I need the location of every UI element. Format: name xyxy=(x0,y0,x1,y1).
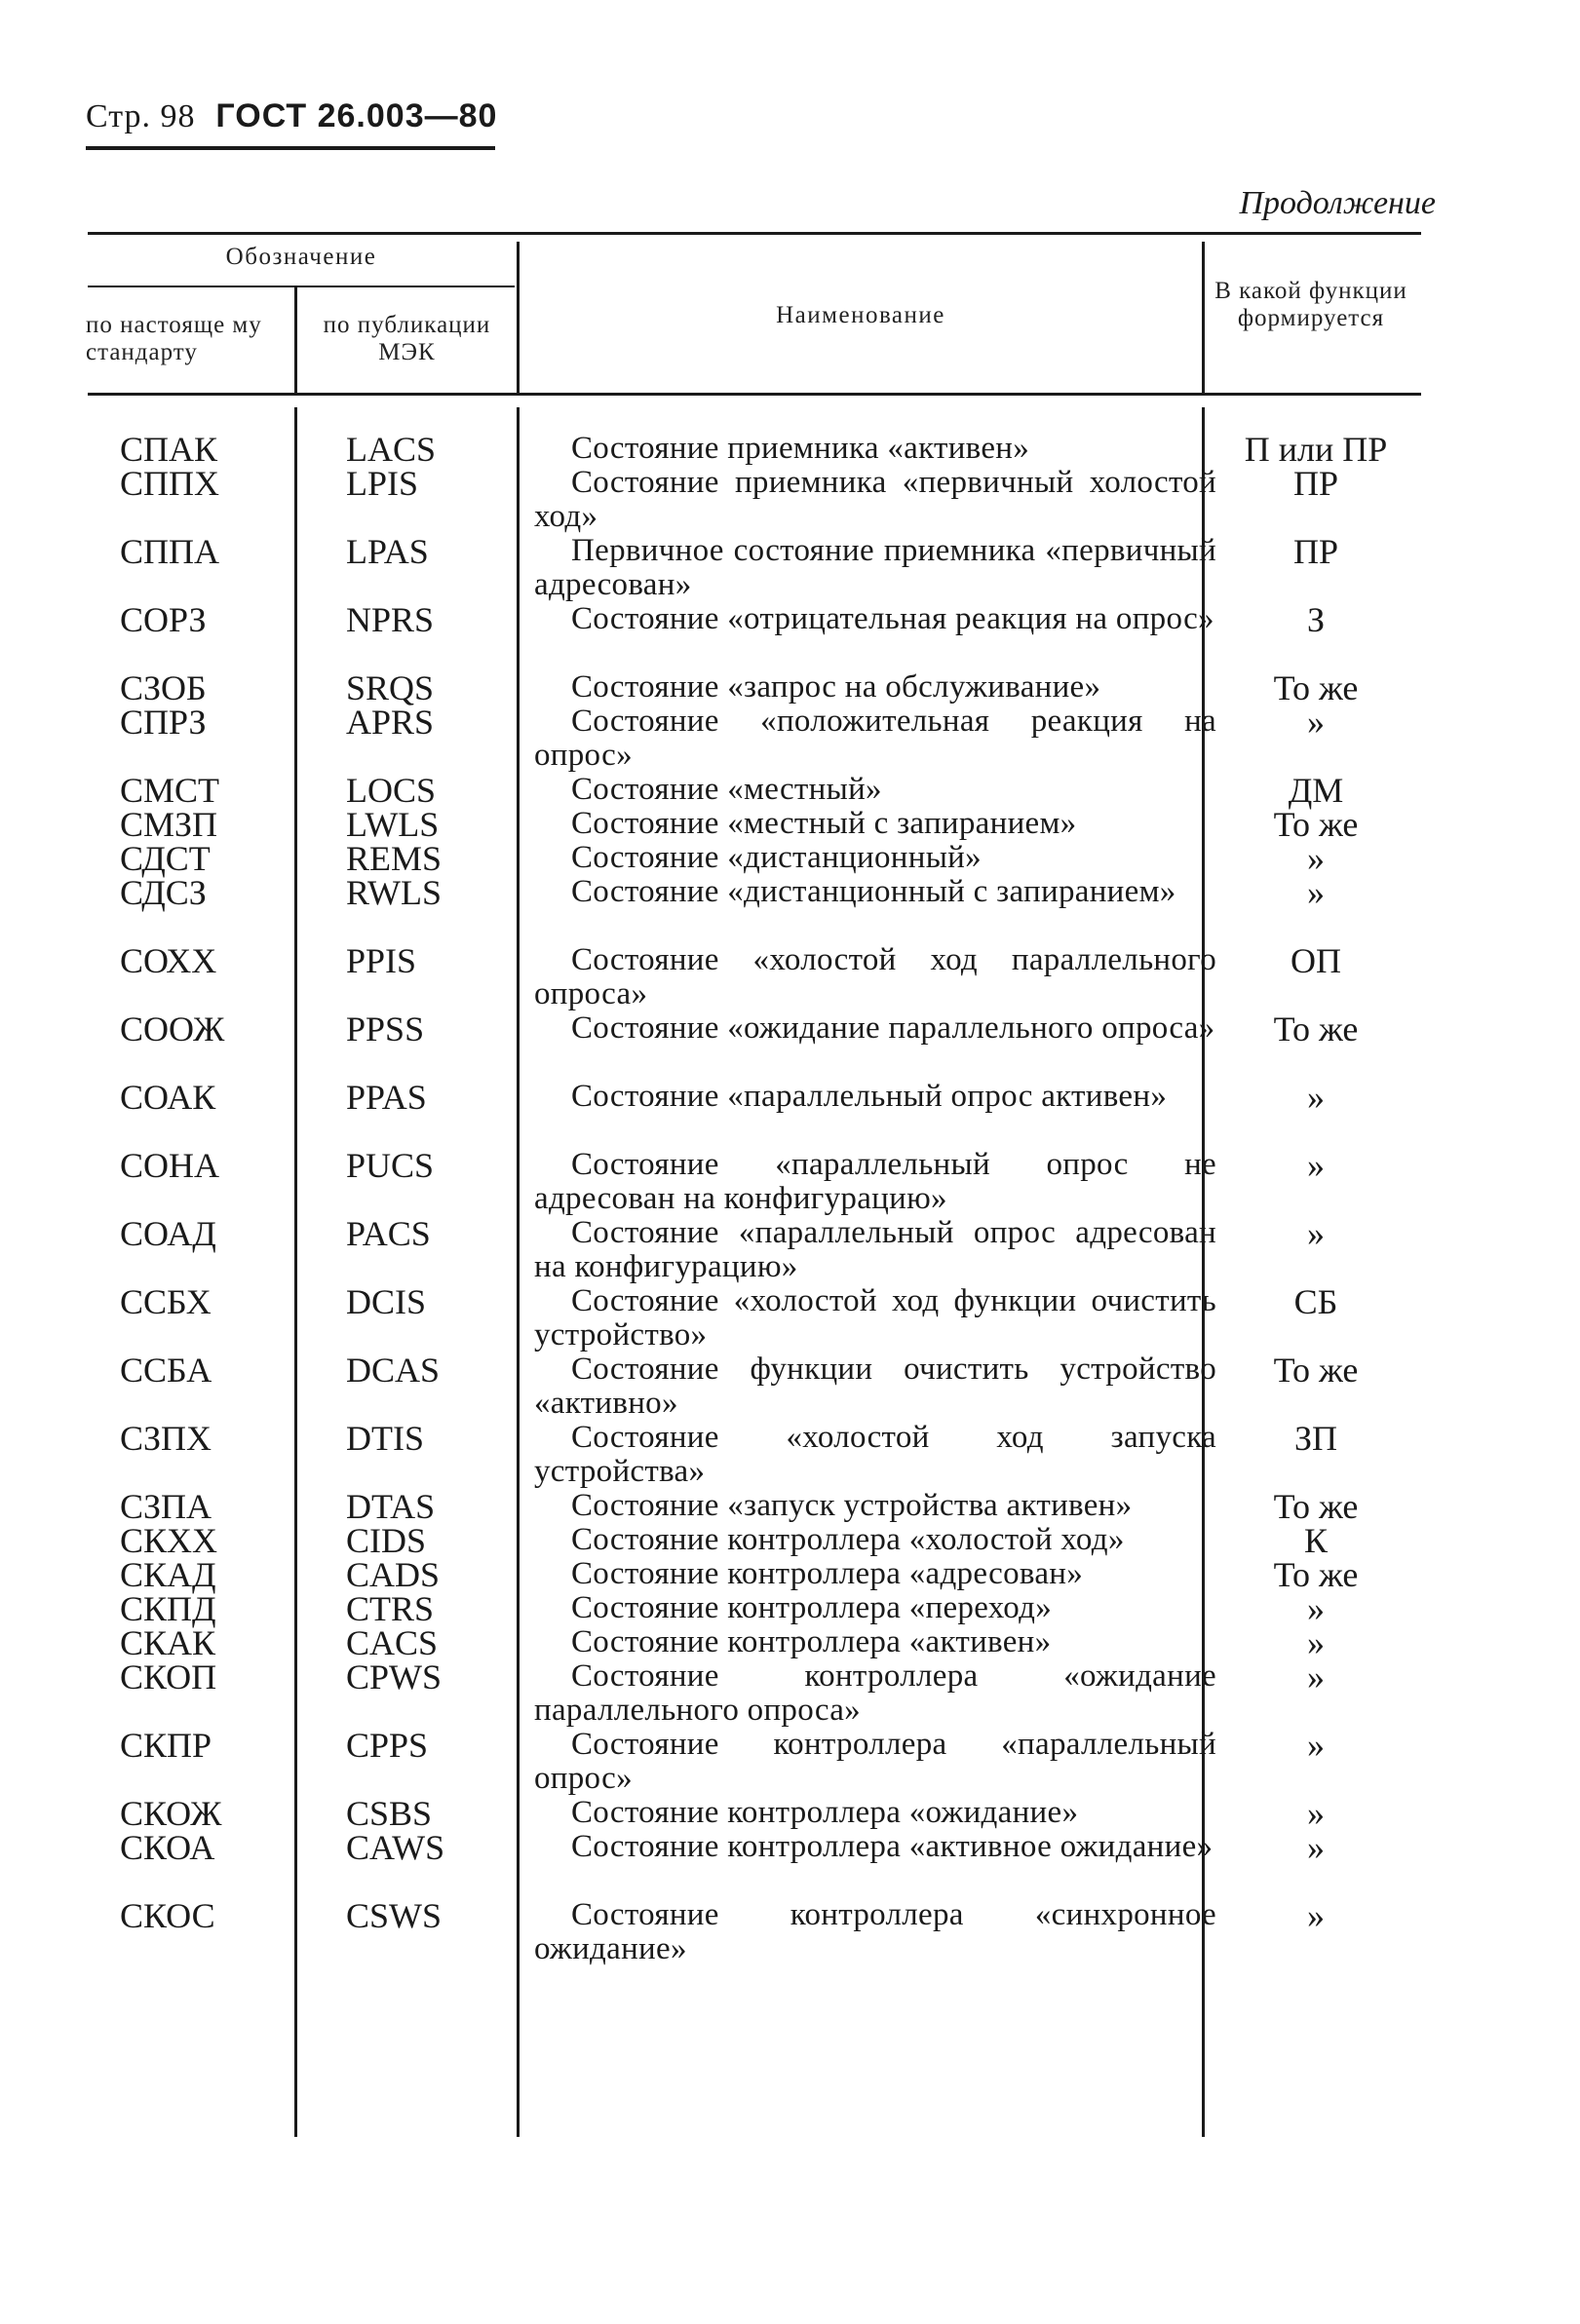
iec-cell: APRS xyxy=(346,703,435,742)
iec-cell: DTIS xyxy=(346,1419,424,1458)
code-cell: СКПД xyxy=(120,1589,216,1628)
code-cell: СКОА xyxy=(120,1828,215,1867)
name-cell: Состояние контроллера «холостой ход» xyxy=(571,1522,1125,1557)
name-cell: Состояние «запрос на обслуживание» xyxy=(571,669,1101,705)
code-cell: СОАК xyxy=(120,1078,216,1117)
code-cell: СКОП xyxy=(120,1657,217,1696)
header-underline xyxy=(86,146,495,150)
iec-cell: DTAS xyxy=(346,1487,436,1526)
code-cell: СМЗП xyxy=(120,805,218,844)
code-cell: СЗОБ xyxy=(120,668,207,707)
name-cell: Состояние контроллера «параллельный опрос» xyxy=(534,1727,1216,1796)
iec-cell: PPAS xyxy=(346,1078,427,1117)
code-cell: СКПР xyxy=(120,1726,212,1765)
function-cell: » xyxy=(1307,703,1325,742)
iec-cell: NPRS xyxy=(346,600,435,639)
code-cell: СППА xyxy=(120,532,220,571)
column-divider-2-body xyxy=(517,407,520,2137)
code-cell: СООЖ xyxy=(120,1010,225,1048)
name-cell: Состояние «запуск устройства активен» xyxy=(571,1488,1133,1523)
name-cell: Первичное состояние приемника «первичный адресован» xyxy=(534,533,1216,602)
code-cell: СЗПА xyxy=(120,1487,212,1526)
function-cell: » xyxy=(1307,1214,1325,1253)
code-cell: СППХ xyxy=(120,464,220,503)
header-designation: Обозначение xyxy=(225,244,377,270)
function-cell: » xyxy=(1307,1623,1325,1662)
designation-subrule xyxy=(88,286,515,287)
code-cell: СДСЗ xyxy=(120,873,207,912)
code-cell: СДСТ xyxy=(120,839,211,878)
column-divider-3 xyxy=(1202,242,1205,393)
name-cell: Состояние контроллера «активен» xyxy=(571,1624,1052,1659)
code-cell: СМСТ xyxy=(120,771,220,810)
name-cell: Состояние «холостой ход функции очистить устройство» xyxy=(534,1283,1216,1352)
name-cell: Состояние «дистанционный с запиранием» xyxy=(571,874,1176,909)
iec-cell: PUCS xyxy=(346,1146,435,1185)
code-cell: ССБА xyxy=(120,1351,212,1390)
iec-cell: CSWS xyxy=(346,1896,443,1935)
function-cell: » xyxy=(1307,1657,1325,1696)
code-cell: СОНА xyxy=(120,1146,220,1185)
name-cell: Состояние контроллера «ожидание» xyxy=(571,1795,1079,1830)
iec-cell: RWLS xyxy=(346,873,443,912)
function-cell: » xyxy=(1307,873,1325,912)
iec-cell: CTRS xyxy=(346,1589,435,1628)
table-top-rule xyxy=(88,232,1421,235)
function-cell: ПР xyxy=(1292,464,1339,503)
name-cell: Состояние «ожидание параллельного опроса» xyxy=(571,1010,1215,1046)
header-function: В какой функции формируется xyxy=(1214,278,1407,331)
iec-cell: CAWS xyxy=(346,1828,445,1867)
function-cell: » xyxy=(1307,1726,1325,1765)
code-cell: СПАК xyxy=(120,430,218,469)
function-cell: То же xyxy=(1273,1351,1359,1390)
iec-cell: DCAS xyxy=(346,1351,441,1390)
function-cell: То же xyxy=(1273,668,1359,707)
header-iec-publication: по публикации МЭК xyxy=(323,312,491,365)
name-cell: Состояние «холостой ход запуска устройства» xyxy=(534,1420,1216,1489)
function-cell: СБ xyxy=(1293,1282,1338,1321)
function-cell: З xyxy=(1306,600,1326,639)
iec-cell: PACS xyxy=(346,1214,431,1253)
column-divider-1-body xyxy=(294,407,297,2137)
header-name: Наименование xyxy=(776,302,945,328)
code-cell: СКХХ xyxy=(120,1521,218,1560)
name-cell: Состояние «параллельный опрос не адресован на конфигурацию» xyxy=(534,1147,1216,1216)
function-cell: » xyxy=(1307,1078,1325,1117)
standard-designation: ГОСТ 26.003—80 xyxy=(215,97,498,134)
continuation-label: Продолжение xyxy=(1239,185,1436,221)
function-cell: » xyxy=(1307,1589,1325,1628)
name-cell: Состояние «параллельный опрос активен» xyxy=(571,1079,1168,1114)
header-this-standard: по настояще му стандарту xyxy=(86,312,262,365)
name-cell: Состояние контроллера «переход» xyxy=(571,1590,1053,1625)
name-cell: Состояние контроллера «синхронное ожидание» xyxy=(534,1897,1216,1966)
code-cell: СОРЗ xyxy=(120,600,207,639)
code-cell: СОАД xyxy=(120,1214,216,1253)
page-number: Стр. 98 xyxy=(86,98,196,134)
name-cell: Состояние «местный с запиранием» xyxy=(571,806,1077,841)
function-cell: То же xyxy=(1273,1487,1359,1526)
name-cell: Состояние функции очистить устройство «активно» xyxy=(534,1352,1216,1421)
iec-cell: LOCS xyxy=(346,771,437,810)
code-cell: СКОЖ xyxy=(120,1794,222,1833)
name-cell: Состояние контроллера «ожидание параллельного опроса» xyxy=(534,1658,1216,1728)
function-cell: » xyxy=(1307,1896,1325,1935)
code-cell: СОХХ xyxy=(120,941,217,980)
function-cell: П или ПР xyxy=(1244,430,1388,469)
header-bottom-rule xyxy=(88,393,1421,396)
name-cell: Состояние «холостой ход параллельного опроса» xyxy=(534,942,1216,1011)
function-cell: То же xyxy=(1273,1555,1359,1594)
iec-cell: CIDS xyxy=(346,1521,427,1560)
iec-cell: LPAS xyxy=(346,532,429,571)
function-cell: » xyxy=(1307,1794,1325,1833)
page-header xyxy=(86,97,497,135)
function-cell: » xyxy=(1307,839,1325,878)
name-cell: Состояние приемника «первичный холостой ход» xyxy=(534,465,1216,534)
function-cell: » xyxy=(1307,1828,1325,1867)
iec-cell: CPPS xyxy=(346,1726,429,1765)
name-cell: Состояние «отрицательная реакция на опрос» xyxy=(571,601,1214,636)
iec-cell: REMS xyxy=(346,839,443,878)
function-cell: То же xyxy=(1273,1010,1359,1048)
iec-cell: LWLS xyxy=(346,805,440,844)
iec-cell: PPSS xyxy=(346,1010,425,1048)
name-cell: Состояние контроллера «активное ожидание» xyxy=(571,1829,1214,1864)
name-cell: Состояние «параллельный опрос адресован на конфигурацию» xyxy=(534,1215,1216,1284)
code-cell: СКОС xyxy=(120,1896,215,1935)
function-cell: К xyxy=(1303,1521,1328,1560)
function-cell: » xyxy=(1307,1146,1325,1185)
iec-cell: DCIS xyxy=(346,1282,427,1321)
name-cell: Состояние приемника «активен» xyxy=(571,431,1030,466)
iec-cell: PPIS xyxy=(346,941,417,980)
code-cell: СПРЗ xyxy=(120,703,207,742)
function-cell: То же xyxy=(1273,805,1359,844)
name-cell: Состояние «положительная реакция на опрос» xyxy=(534,704,1216,773)
code-cell: СКАД xyxy=(120,1555,216,1594)
iec-cell: LACS xyxy=(346,430,437,469)
function-cell: ЗП xyxy=(1293,1419,1338,1458)
iec-cell: LPIS xyxy=(346,464,419,503)
iec-cell: CADS xyxy=(346,1555,441,1594)
iec-cell: CSBS xyxy=(346,1794,433,1833)
function-cell: ОП xyxy=(1291,941,1341,980)
name-cell: Состояние контроллера «адресован» xyxy=(571,1556,1084,1591)
name-cell: Состояние «местный» xyxy=(571,772,882,807)
iec-cell: CPWS xyxy=(346,1657,443,1696)
code-cell: ССБХ xyxy=(120,1282,212,1321)
function-cell: ПР xyxy=(1292,532,1339,571)
function-cell: ДМ xyxy=(1288,771,1344,810)
iec-cell: CACS xyxy=(346,1623,439,1662)
iec-cell: SRQS xyxy=(346,668,435,707)
code-cell: СКАК xyxy=(120,1623,216,1662)
code-cell: СЗПХ xyxy=(120,1419,212,1458)
name-cell: Состояние «дистанционный» xyxy=(571,840,982,875)
